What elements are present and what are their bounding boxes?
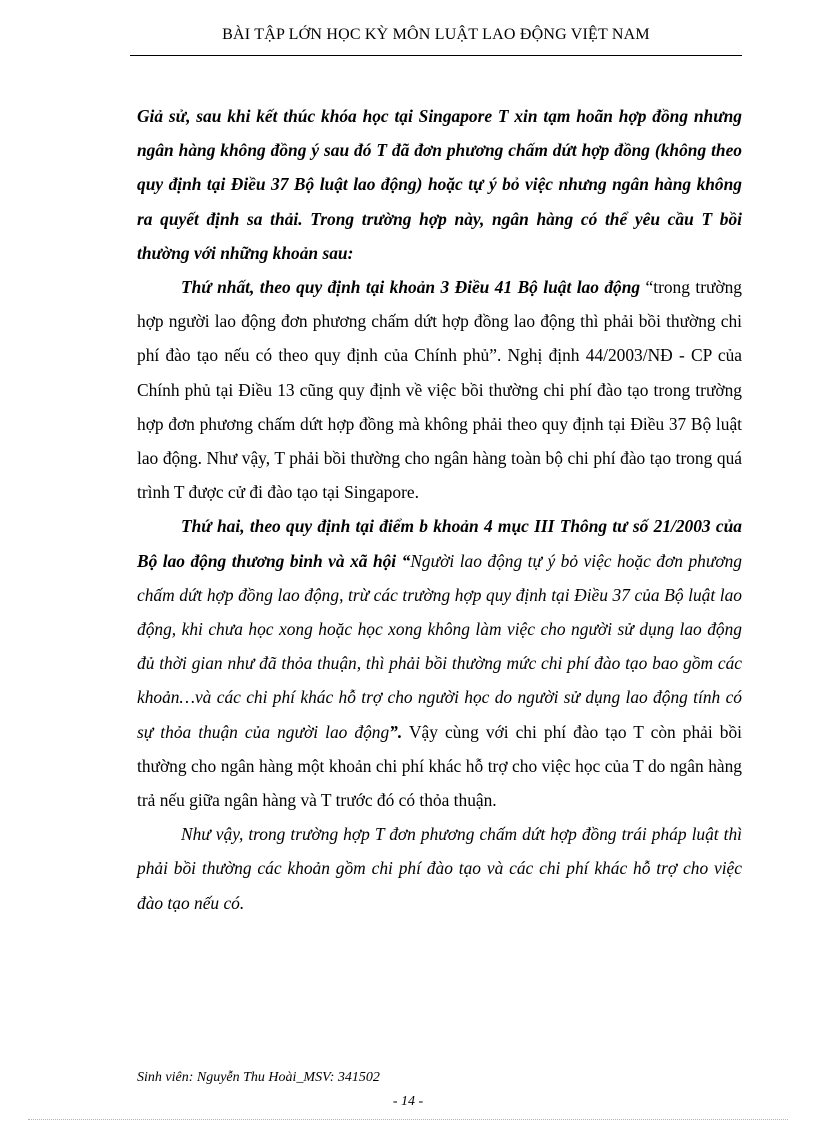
page-header-title: BÀI TẬP LỚN HỌC KỲ MÔN LUẬT LAO ĐỘNG VIỆT NAM — [222, 26, 650, 43]
page-bottom-border — [28, 1119, 788, 1120]
page-number: - 14 - — [392, 1094, 424, 1109]
paragraph-second-point — [137, 509, 742, 817]
header-divider — [130, 55, 742, 56]
second-point-quote-close: ”. — [389, 721, 403, 742]
second-point-quote: Người lao động tự ý bỏ việc hoặc đơn phương chấm dứt hợp đồng lao động, trừ các trường hợp quy định tại Điều 37 của Bộ luật lao động, khi chưa học xong hoặc học xong không làm việc cho người sử dụng lao động đủ thời gian như đã thỏa thuận, thì phải bồi thường mức chi phí đào tạo bao gồm các khoản…và các chi phí khác hỗ trợ cho người học do người sử dụng lao động tính có sự thỏa thuận của người lao động — [137, 550, 742, 742]
second-point-lead: Thứ hai, theo quy định tại điểm b khoản 4 mục III Thông tư số 21/2003 của Bộ lao động thương binh và xã hội “ — [137, 516, 742, 571]
document-body — [137, 99, 742, 920]
second-point-text: Vậy cùng với chi phí đào tạo T còn phải bồi thường cho ngân hàng một khoản chi phí khác hỗ trợ cho việc học của T do ngân hàng trả nếu giữa ngân hàng và T trước đó có thỏa thuận. — [137, 721, 742, 811]
paragraph-conclusion: Như vậy, trong trường hợp T đơn phương chấm dứt hợp đồng trái pháp luật thì phải bồi thường các khoản gồm chi phí đào tạo và các chi phí khác hỗ trợ cho việc đào tạo nếu có. — [137, 824, 742, 913]
paragraph-first-point — [137, 270, 742, 509]
first-point-lead: Thứ nhất, theo quy định tại khoản 3 Điều 41 Bộ luật lao động — [181, 277, 641, 298]
first-point-text: “trong trường hợp người lao động đơn phương chấm dứt hợp đồng lao động thì phải bồi thường chi phí đào tạo nếu có theo quy định của Chính phủ”. Nghị định 44/2003/NĐ - CP của Chính phủ tại Điều 13 cũng quy định về việc bồi thường chi phí đào tạo trong trường hợp đơn phương chấm dứt hợp đồng mà không phải theo quy định tại Điều 37 Bộ luật lao động. Như vậy, T phải bồi thường cho ngân hàng toàn bộ chi phí đào tạo trong quá trình T được cử đi đào tạo tại Singapore. — [137, 277, 742, 503]
paragraph-intro: Giả sử, sau khi kết thúc khóa học tại Singapore T xin tạm hoãn hợp đồng nhưng ngân hàng không đồng ý sau đó T đã đơn phương chấm dứt hợp đồng (không theo quy định tại Điều 37 Bộ luật lao động) hoặc tự ý bỏ việc nhưng ngân hàng không ra quyết định sa thải. Trong trường hợp này, ngân hàng có thể yêu cầu T bồi thường với những khoản sau: — [137, 106, 742, 263]
footer-student-info: Sinh viên: Nguyễn Thu Hoài_MSV: 341502 — [137, 1070, 380, 1085]
